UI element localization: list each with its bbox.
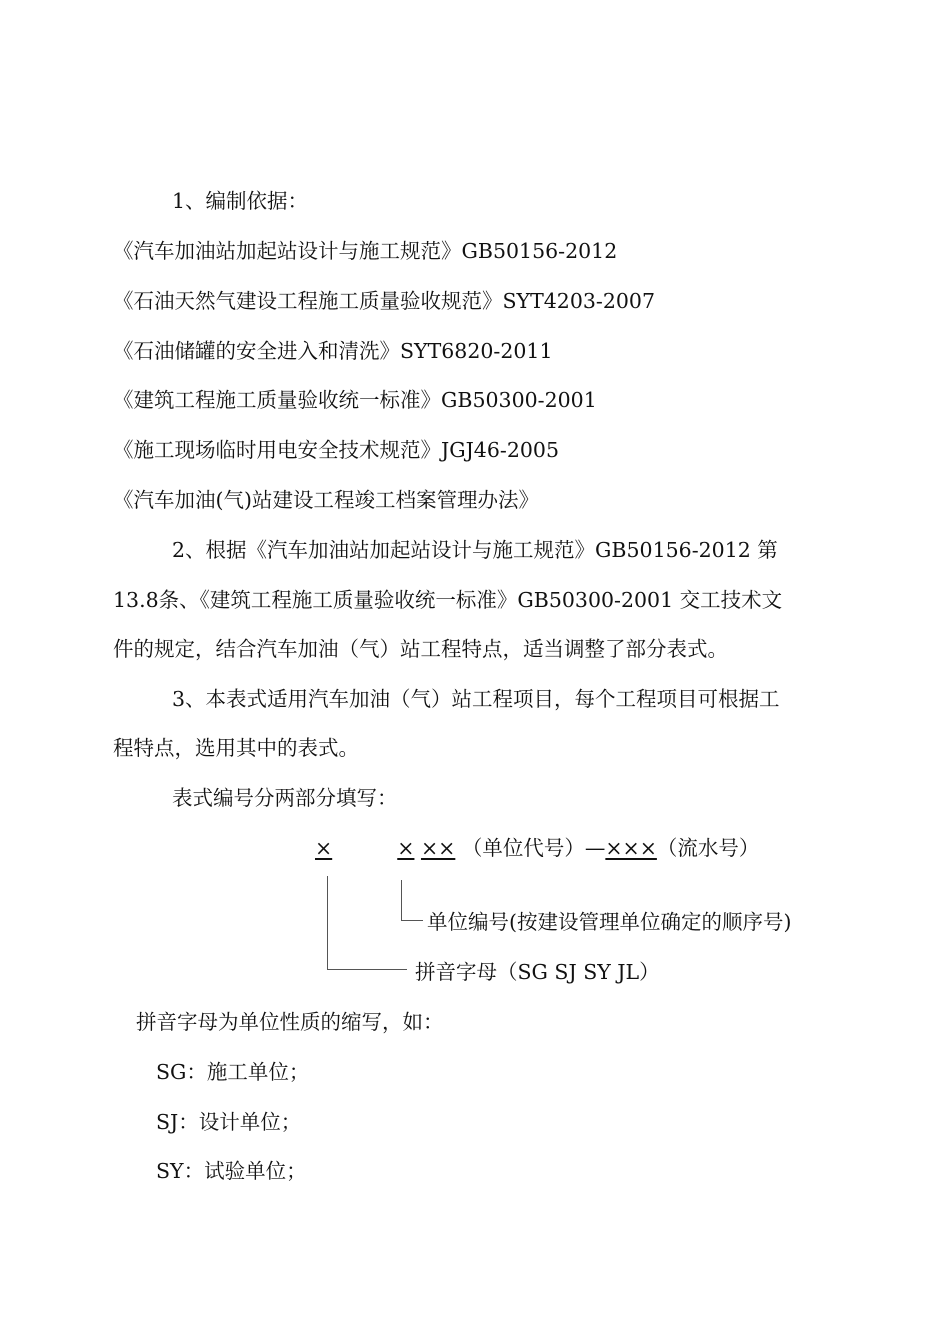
pinyin-note-intro: 拼音字母为单位性质的缩写，如： xyxy=(136,1010,444,1034)
format-x-4: ××× xyxy=(605,836,657,860)
connector-pinyin-vertical xyxy=(327,876,328,969)
numbering-format xyxy=(315,835,759,861)
connector-pinyin-horizontal xyxy=(327,969,407,970)
section-3-line-1: 3、本表式适用汽车加油（气）站工程项目，每个工程项目可根据工 xyxy=(172,687,780,711)
reference-6: 《汽车加油(气)站建设工程竣工档案管理办法》 xyxy=(113,488,539,512)
section-3-line-2: 程特点，选用其中的表式。 xyxy=(113,736,359,760)
reference-4: 《建筑工程施工质量验收统一标准》GB50300-2001 xyxy=(113,388,597,412)
numbering-intro: 表式编号分两部分填写： xyxy=(172,786,398,810)
connector-unit-vertical xyxy=(401,880,402,920)
pinyin-label: 拼音字母（SG SJ SY JL） xyxy=(415,960,660,984)
section-2-line-3: 件的规定，结合汽车加油（气）站工程特点，适当调整了部分表式。 xyxy=(113,637,728,661)
pinyin-note-item-sj: SJ：设计单位； xyxy=(156,1110,302,1134)
section-1-heading: 1、编制依据： xyxy=(172,189,309,213)
pinyin-note-item-sg: SG：施工单位； xyxy=(156,1060,310,1084)
unit-number-label: 单位编号(按建设管理单位确定的顺序号) xyxy=(427,910,792,934)
section-2-line-1: 2、根据《汽车加油站加起站设计与施工规范》GB50156-2012 第 xyxy=(172,538,778,562)
format-x-2: × xyxy=(397,836,415,860)
connector-unit-horizontal xyxy=(401,920,423,921)
format-unit-code: （单位代号）— xyxy=(461,836,606,860)
section-2-line-2: 13.8条、《建筑工程施工质量验收统一标准》GB50300-2001 交工技术文 xyxy=(113,588,783,612)
reference-2: 《石油天然气建设工程施工质量验收规范》SYT4203-2007 xyxy=(113,289,656,313)
format-serial: （流水号） xyxy=(656,836,760,860)
format-x-1: × xyxy=(315,836,333,860)
pinyin-note-item-sy: SY：试验单位； xyxy=(156,1159,307,1183)
reference-1: 《汽车加油站加起站设计与施工规范》GB50156-2012 xyxy=(113,239,618,263)
reference-5: 《施工现场临时用电安全技术规范》JGJ46-2005 xyxy=(113,438,559,462)
reference-3: 《石油储罐的安全进入和清洗》SYT6820-2011 xyxy=(113,339,553,363)
format-x-3: ×× xyxy=(420,836,456,860)
